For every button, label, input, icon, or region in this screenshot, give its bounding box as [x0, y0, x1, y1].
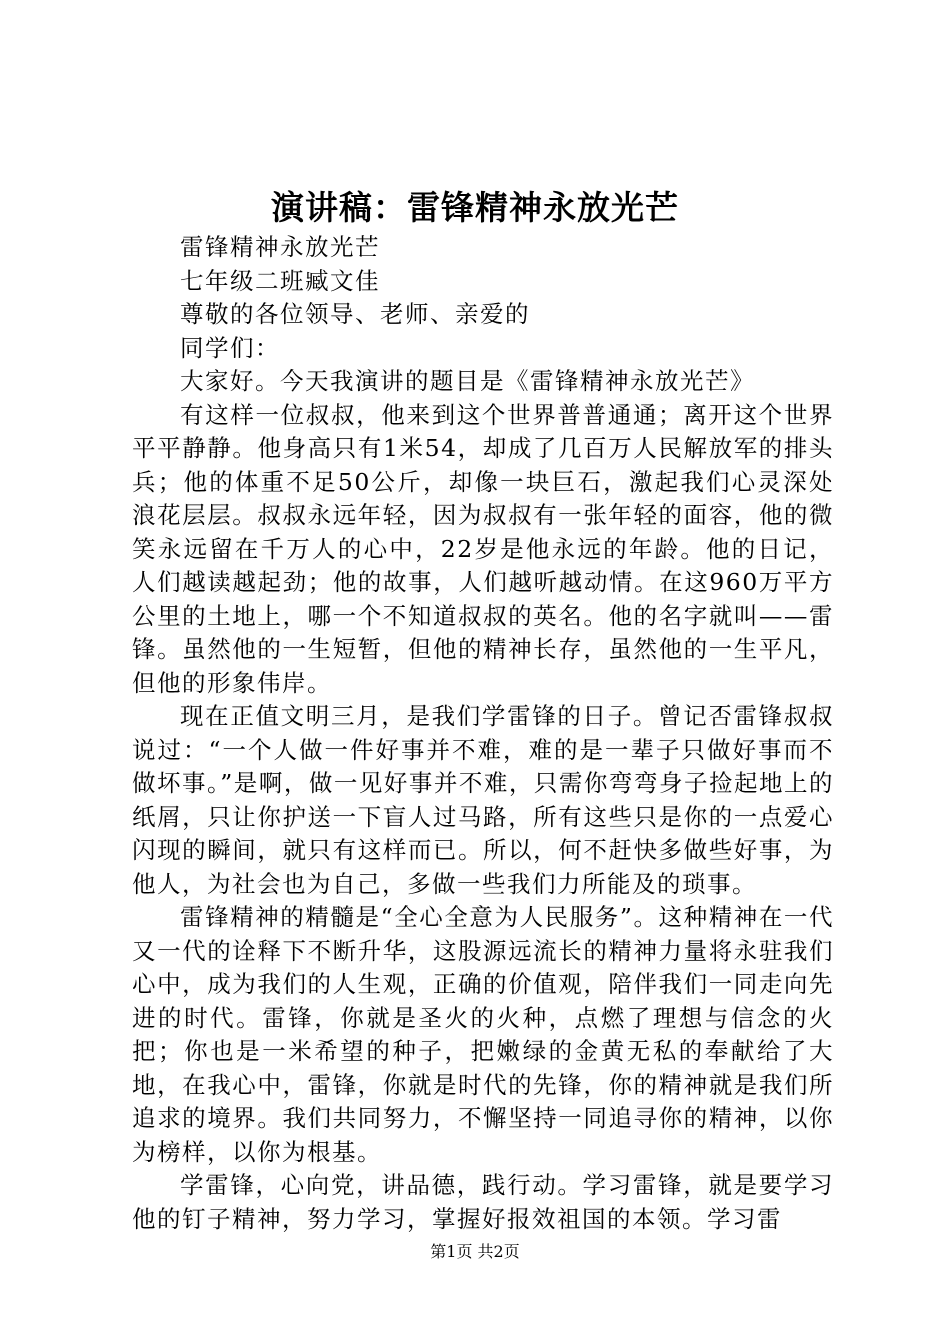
- page-number-footer: 第1页 共2页: [430, 1242, 520, 1261]
- paragraph-body-2: 现在正值文明三月，是我们学雷锋的日子。曾记否雷锋叔叔说过：“一个人做一件好事并不难，难的是一辈子只做好事而不做坏事。”是啊，做一见好事并不难，只需你弯弯身子捡起地上的纸屑，只让你护送一下盲人过马路，所有这些只是你的一点爱心闪现的瞬间，就只有这样而已。所以，何不赶快多做些好事，为他人，为社会也为自己，多做一些我们力所能及的琐事。: [132, 702, 834, 898]
- paragraph-salutation-continued: 同学们：: [180, 333, 280, 362]
- paragraph-subtitle: 雷锋精神永放光芒: [180, 233, 380, 261]
- document-title: 演讲稿：雷锋精神永放光芒: [271, 188, 679, 227]
- paragraph-salutation: 尊敬的各位领导、老师、亲爱的: [180, 300, 530, 328]
- paragraph-body-4: 学雷锋，心向党，讲品德，践行动。学习雷锋，就是要学习他的钉子精神，努力学习，掌握好报效祖国的本领。学习雷: [132, 1171, 834, 1233]
- paragraph-body-3: 雷锋精神的精髓是“全心全意为人民服务”。这种精神在一代又一代的诠释下不断升华，这股源远流长的精神力量将永驻我们心中，成为我们的人生观，正确的价值观，陪伴我们一同走向先进的时代。雷锋，你就是圣火的火种，点燃了理想与信念的火把；你也是一米希望的种子，把嫩绿的金黄无私的奉献给了大地，在我心中，雷锋，你就是时代的先锋，你的精神就是我们所追求的境界。我们共同努力，不懈坚持一同追寻你的精神，以你为榜样，以你为根基。: [132, 903, 834, 1166]
- paragraph-author: 七年级二班臧文佳: [180, 266, 380, 295]
- document-body: [132, 231, 834, 1236]
- paragraph-body-1: 有这样一位叔叔，他来到这个世界普普通通；离开这个世界平平静静。他身高只有1米54，却成了几百万人民解放军的排头兵；他的体重不足50公斤，却像一块巨石，激起我们心灵深处浪花层层。叔叔永远年轻，因为叔叔有一张年轻的面容，他的微笑永远留在千万人的心中，22岁是他永远的年龄。他的日记，人们越读越起劲；他的故事，人们越听越动情。在这960万平方公里的土地上，哪一个不知道叔叔的英名。他的名字就叫——雷锋。虽然他的一生短暂，但他的精神长存，虽然他的一生平凡，但他的形象伟岸。: [132, 400, 834, 697]
- paragraph-greeting: 大家好。今天我演讲的题目是《雷锋精神永放光芒》: [180, 367, 755, 395]
